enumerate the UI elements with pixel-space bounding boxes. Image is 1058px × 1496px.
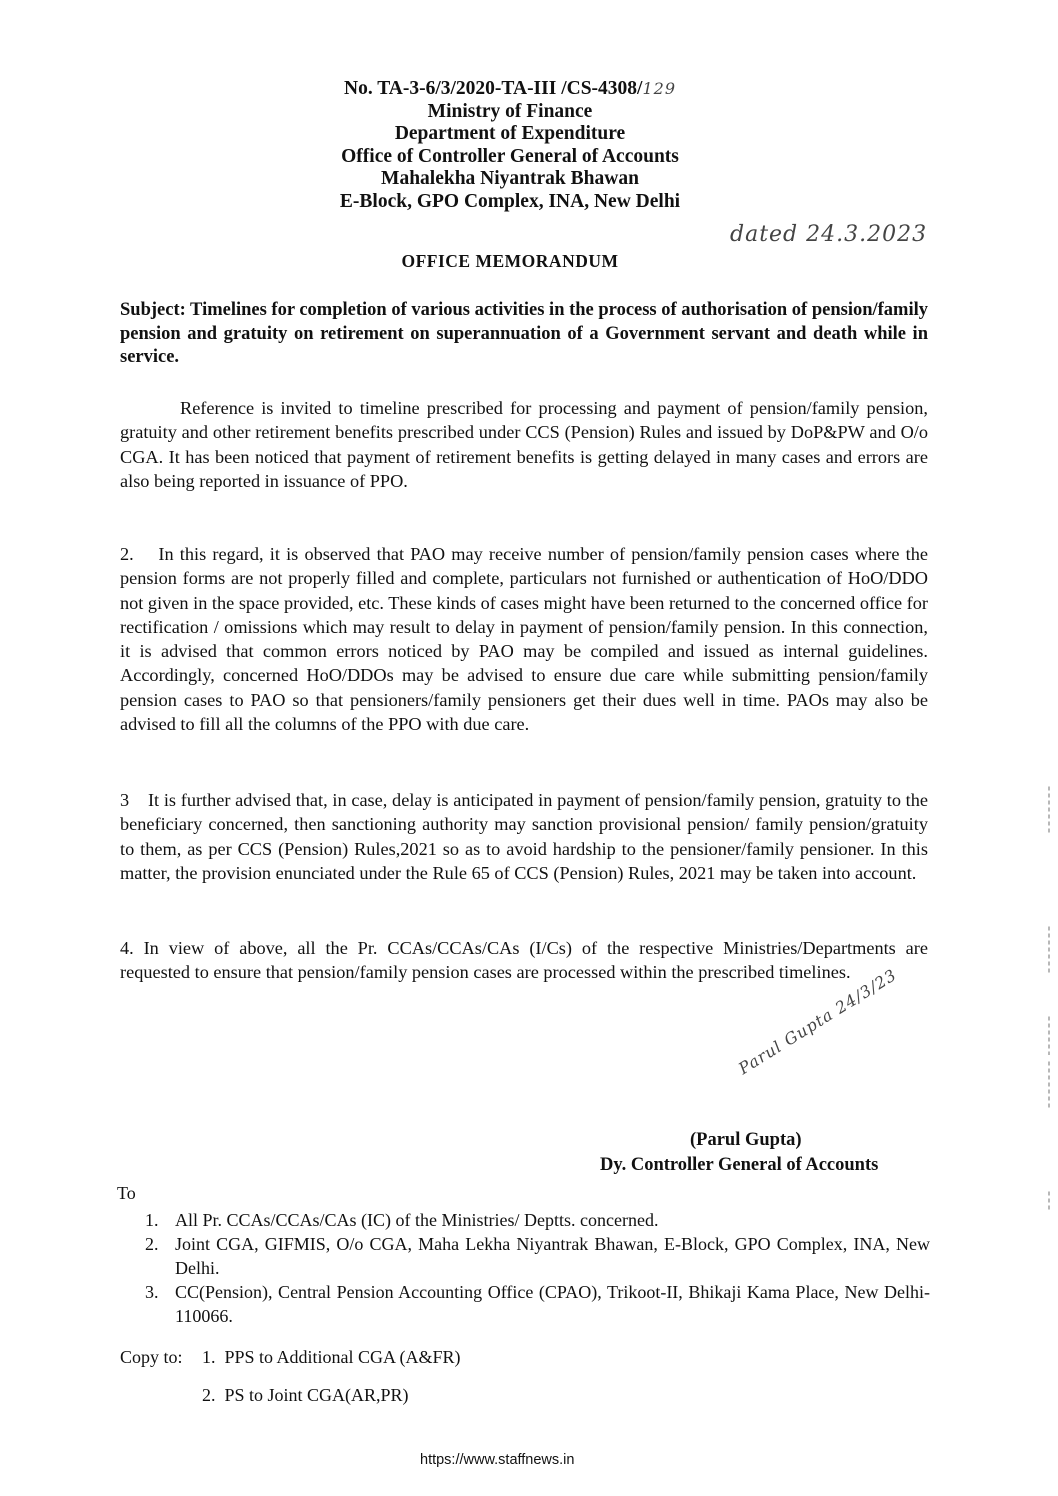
copy-to-item: 1. PPS to Additional CGA (A&FR) <box>202 1347 461 1367</box>
recipient-item <box>145 1280 930 1328</box>
signatory-designation: Dy. Controller General of Accounts <box>600 1155 879 1175</box>
scan-margin-mark <box>1048 1190 1050 1210</box>
recipient-number: 3. <box>145 1282 159 1302</box>
recipient-number: 1. <box>145 1210 159 1230</box>
paragraph-2: 2. In this regard, it is observed that PAO may receive number of pension/family pension cases where the pension forms are not properly filled and complete, particulars not furnished or authentication of HoO/DDO not given in the space provided, etc. These kinds of cases might have been returned to the concerned office for rectification / omissions which may result to delay in payment of pension/family pension. In this connection, it is advised that common errors noticed by PAO may be compiled and issued as internal guidelines. Accordingly, concerned HoO/DDOs may be advised to ensure due care while submitting pension/family pension cases to PAO so that pensioners/family pensioners get their dues well in time. PAOs may also be advised to fill all the columns of the PPO with due care. <box>120 544 933 735</box>
subject: Subject: Timelines for completion of various activities in the process of authorisation of pension/family pension and gratuity on retirement on superannuation of a Government servant and death while in service. <box>120 300 928 367</box>
recipient-text: Joint CGA, GIFMIS, O/o CGA, Maha Lekha Niyantrak Bhawan, E-Block, GPO Complex, INA, New Delhi. <box>175 1234 930 1278</box>
building-line: Mahalekha Niyantrak Bhawan <box>381 168 639 190</box>
scan-margin-mark <box>1048 785 1050 835</box>
copy-to-item: 2. PS to Joint CGA(AR,PR) <box>202 1385 409 1405</box>
department-line: Department of Expenditure <box>394 123 626 145</box>
signature-scrawl: Parul Gupta 24/3/23 <box>735 965 901 1079</box>
recipient-item <box>145 1232 930 1280</box>
office-line: Office of Controller General of Accounts <box>341 145 679 167</box>
website-watermark: https://www.staffnews.in <box>420 1452 575 1468</box>
paragraph-4: 4. In view of above, all the Pr. CCAs/CCAs/CAs (I/Cs) of the respective Ministries/Departments are requested to ensure that pension/family pension cases are processed within the prescribed timelines. <box>120 938 928 983</box>
recipient-number: 2. <box>145 1234 159 1254</box>
signatory-name: (Parul Gupta) <box>690 1130 802 1150</box>
recipients-label: To <box>117 1183 136 1203</box>
paragraph-1: Reference is invited to timeline prescribed for processing and payment of pension/family pension, gratuity and other retirement benefits prescribed under CCS (Pension) Rules and issued by DoP&PW and O/o CGA. It has been noticed that payment of retirement benefits is getting delayed in many cases and errors are also being reported in issuance of PPO. <box>120 398 928 491</box>
scan-margin-mark <box>1048 925 1050 975</box>
recipient-item <box>145 1208 930 1232</box>
address-line: E-Block, GPO Complex, INA, New Delhi <box>339 190 681 212</box>
file-number <box>280 78 740 101</box>
letterhead <box>280 78 740 214</box>
copy-to-label: Copy to: <box>120 1347 183 1367</box>
paragraph-3: 3 It is further advised that, in case, delay is anticipated in payment of pension/family pension, gratuity to the beneficiary concerned, then sanctioning authority may sanction provisional pension/ family pension/gratuity to them, as per CCS (Pension) Rules,2021 so as to avoid hardship to the pensioner/family pensioner. In this matter, the provision enunciated under the Rule 65 of CCS (Pension) Rules, 2021 may be taken into account. <box>120 790 933 883</box>
ministry-line: Ministry of Finance <box>427 100 593 122</box>
handwritten-date: dated 24.3.2023 <box>730 222 928 247</box>
scan-margin-mark <box>1048 1060 1050 1110</box>
document-title: OFFICE MEMORANDUM <box>401 251 619 271</box>
file-number-handwritten: 129 <box>642 79 677 98</box>
recipients-list <box>145 1208 930 1328</box>
scan-margin-mark <box>1048 1015 1050 1055</box>
recipient-text: All Pr. CCAs/CCAs/CAs (IC) of the Ministries/ Deptts. concerned. <box>175 1210 659 1230</box>
file-number-text: No. TA-3-6/3/2020-TA-III /CS-4308/ <box>343 78 643 99</box>
recipient-text: CC(Pension), Central Pension Accounting Office (CPAO), Trikoot-II, Bhikaji Kama Place, New Delhi-110066. <box>175 1282 930 1326</box>
